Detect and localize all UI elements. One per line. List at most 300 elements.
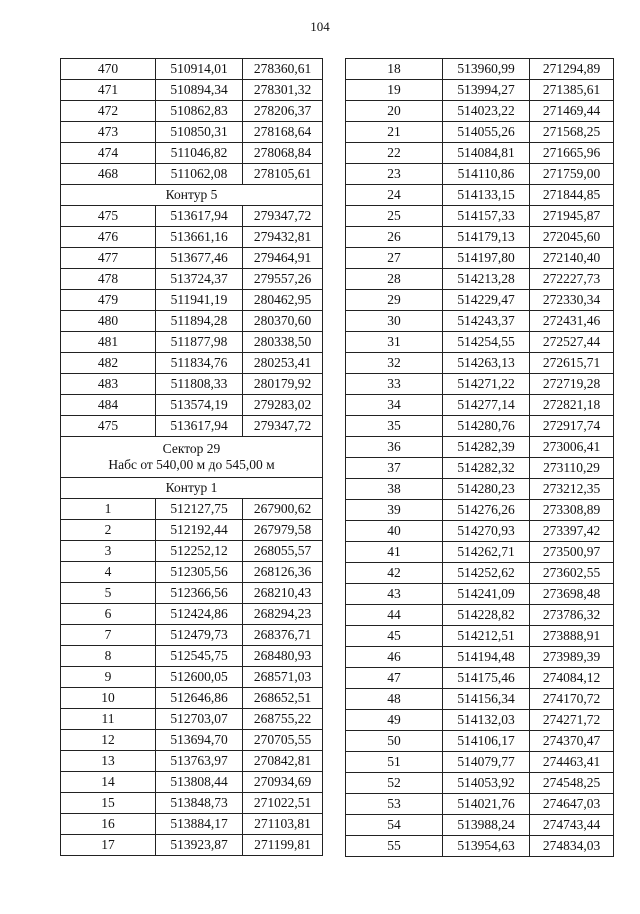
sector-title: Сектор 29 [162, 441, 221, 456]
x-coordinate-cell: 512646,86 [156, 688, 243, 709]
x-coordinate-cell: 513677,46 [156, 248, 243, 269]
x-coordinate-cell: 514023,22 [443, 101, 530, 122]
table-row [61, 688, 323, 709]
table-row [346, 836, 614, 857]
left-table-body [61, 59, 323, 856]
table-row [61, 353, 323, 374]
point-number-cell: 1 [61, 499, 156, 520]
x-coordinate-cell: 514280,23 [443, 479, 530, 500]
x-coordinate-cell: 513988,24 [443, 815, 530, 836]
table-row [346, 395, 614, 416]
y-coordinate-cell: 272431,46 [530, 311, 614, 332]
point-number-cell: 27 [346, 248, 443, 269]
x-coordinate-cell: 511808,33 [156, 374, 243, 395]
y-coordinate-cell: 280179,92 [243, 374, 323, 395]
table-row [61, 772, 323, 793]
point-number-cell: 4 [61, 562, 156, 583]
x-coordinate-cell: 512305,56 [156, 562, 243, 583]
point-number-cell: 32 [346, 353, 443, 374]
table-row [346, 773, 614, 794]
point-number-cell: 8 [61, 646, 156, 667]
y-coordinate-cell: 274548,25 [530, 773, 614, 794]
table-row [346, 563, 614, 584]
point-number-cell: 50 [346, 731, 443, 752]
table-row [61, 248, 323, 269]
y-coordinate-cell: 274647,03 [530, 794, 614, 815]
x-coordinate-cell: 512600,05 [156, 667, 243, 688]
x-coordinate-cell: 514270,93 [443, 521, 530, 542]
x-coordinate-cell: 513884,17 [156, 814, 243, 835]
y-coordinate-cell: 271844,85 [530, 185, 614, 206]
table-row [346, 185, 614, 206]
x-coordinate-cell: 514254,55 [443, 332, 530, 353]
y-coordinate-cell: 280253,41 [243, 353, 323, 374]
y-coordinate-cell: 279432,81 [243, 227, 323, 248]
point-number-cell: 30 [346, 311, 443, 332]
table-row [61, 709, 323, 730]
x-coordinate-cell: 512545,75 [156, 646, 243, 667]
y-coordinate-cell: 273786,32 [530, 605, 614, 626]
table-row [346, 332, 614, 353]
point-number-cell: 54 [346, 815, 443, 836]
table-row [61, 562, 323, 583]
table-row [346, 164, 614, 185]
y-coordinate-cell: 280338,50 [243, 332, 323, 353]
table-row [61, 541, 323, 562]
point-number-cell: 26 [346, 227, 443, 248]
point-number-cell: 20 [346, 101, 443, 122]
y-coordinate-cell: 272227,73 [530, 269, 614, 290]
table-row [61, 311, 323, 332]
x-coordinate-cell: 513694,70 [156, 730, 243, 751]
y-coordinate-cell: 280370,60 [243, 311, 323, 332]
page-number: 104 [310, 19, 330, 34]
x-coordinate-cell: 514276,26 [443, 500, 530, 521]
point-number-cell: 475 [61, 206, 156, 227]
point-number-cell: 477 [61, 248, 156, 269]
y-coordinate-cell: 268376,71 [243, 625, 323, 646]
point-number-cell: 16 [61, 814, 156, 835]
y-coordinate-cell: 273500,97 [530, 542, 614, 563]
x-coordinate-cell: 511894,28 [156, 311, 243, 332]
y-coordinate-cell: 274834,03 [530, 836, 614, 857]
table-row [346, 542, 614, 563]
x-coordinate-cell: 510862,83 [156, 101, 243, 122]
y-coordinate-cell: 273602,55 [530, 563, 614, 584]
point-number-cell: 44 [346, 605, 443, 626]
y-coordinate-cell: 273698,48 [530, 584, 614, 605]
y-coordinate-cell: 279464,91 [243, 248, 323, 269]
table-row [346, 290, 614, 311]
x-coordinate-cell: 514262,71 [443, 542, 530, 563]
point-number-cell: 474 [61, 143, 156, 164]
point-number-cell: 9 [61, 667, 156, 688]
table-row [346, 59, 614, 80]
point-number-cell: 11 [61, 709, 156, 730]
point-number-cell: 480 [61, 311, 156, 332]
table-row [346, 584, 614, 605]
point-number-cell: 55 [346, 836, 443, 857]
x-coordinate-cell: 514280,76 [443, 416, 530, 437]
table-row [346, 626, 614, 647]
x-coordinate-cell: 514277,14 [443, 395, 530, 416]
point-number-cell: 51 [346, 752, 443, 773]
table-row [61, 814, 323, 835]
table-row [346, 437, 614, 458]
y-coordinate-cell: 278068,84 [243, 143, 323, 164]
x-coordinate-cell: 514282,39 [443, 437, 530, 458]
x-coordinate-cell: 514179,13 [443, 227, 530, 248]
contour-header-row [61, 185, 323, 206]
y-coordinate-cell: 273110,29 [530, 458, 614, 479]
point-number-cell: 28 [346, 269, 443, 290]
table-row [61, 374, 323, 395]
table-row [346, 668, 614, 689]
point-number-cell: 14 [61, 772, 156, 793]
table-row [346, 374, 614, 395]
x-coordinate-cell: 514084,81 [443, 143, 530, 164]
x-coordinate-cell: 513617,94 [156, 416, 243, 437]
point-number-cell: 48 [346, 689, 443, 710]
y-coordinate-cell: 272917,74 [530, 416, 614, 437]
point-number-cell: 33 [346, 374, 443, 395]
point-number-cell: 41 [346, 542, 443, 563]
table-row [346, 458, 614, 479]
y-coordinate-cell: 273006,41 [530, 437, 614, 458]
right-table-body [346, 59, 614, 857]
y-coordinate-cell: 274463,41 [530, 752, 614, 773]
point-number-cell: 482 [61, 353, 156, 374]
x-coordinate-cell: 514055,26 [443, 122, 530, 143]
table-row [346, 101, 614, 122]
contour-title: Контур 5 [61, 185, 323, 206]
x-coordinate-cell: 511046,82 [156, 143, 243, 164]
table-row [346, 731, 614, 752]
y-coordinate-cell: 271759,00 [530, 164, 614, 185]
x-coordinate-cell: 512424,86 [156, 604, 243, 625]
point-number-cell: 39 [346, 500, 443, 521]
y-coordinate-cell: 278301,32 [243, 80, 323, 101]
y-coordinate-cell: 278105,61 [243, 164, 323, 185]
y-coordinate-cell: 271022,51 [243, 793, 323, 814]
x-coordinate-cell: 514213,28 [443, 269, 530, 290]
y-coordinate-cell: 273308,89 [530, 500, 614, 521]
x-coordinate-cell: 514133,15 [443, 185, 530, 206]
y-coordinate-cell: 268755,22 [243, 709, 323, 730]
table-row [346, 122, 614, 143]
x-coordinate-cell: 514021,76 [443, 794, 530, 815]
table-row [346, 647, 614, 668]
y-coordinate-cell: 271568,25 [530, 122, 614, 143]
y-coordinate-cell: 270705,55 [243, 730, 323, 751]
point-number-cell: 37 [346, 458, 443, 479]
y-coordinate-cell: 271665,96 [530, 143, 614, 164]
x-coordinate-cell: 513661,16 [156, 227, 243, 248]
table-row [346, 269, 614, 290]
point-number-cell: 23 [346, 164, 443, 185]
point-number-cell: 17 [61, 835, 156, 856]
y-coordinate-cell: 272045,60 [530, 227, 614, 248]
point-number-cell: 45 [346, 626, 443, 647]
y-coordinate-cell: 274170,72 [530, 689, 614, 710]
table-row [346, 752, 614, 773]
x-coordinate-cell: 514241,09 [443, 584, 530, 605]
y-coordinate-cell: 268126,36 [243, 562, 323, 583]
point-number-cell: 15 [61, 793, 156, 814]
y-coordinate-cell: 273397,42 [530, 521, 614, 542]
table-row [61, 290, 323, 311]
y-coordinate-cell: 267979,58 [243, 520, 323, 541]
y-coordinate-cell: 278360,61 [243, 59, 323, 80]
table-row [346, 710, 614, 731]
x-coordinate-cell: 514157,33 [443, 206, 530, 227]
y-coordinate-cell: 271103,81 [243, 814, 323, 835]
table-row [61, 122, 323, 143]
table-row [61, 416, 323, 437]
point-number-cell: 52 [346, 773, 443, 794]
point-number-cell: 10 [61, 688, 156, 709]
y-coordinate-cell: 272615,71 [530, 353, 614, 374]
table-row [346, 416, 614, 437]
y-coordinate-cell: 278168,64 [243, 122, 323, 143]
table-row [346, 794, 614, 815]
x-coordinate-cell: 510914,01 [156, 59, 243, 80]
table-row [61, 625, 323, 646]
point-number-cell: 42 [346, 563, 443, 584]
point-number-cell: 475 [61, 416, 156, 437]
sector-title-cell [61, 437, 323, 478]
y-coordinate-cell: 272527,44 [530, 332, 614, 353]
x-coordinate-cell: 514132,03 [443, 710, 530, 731]
point-number-cell: 31 [346, 332, 443, 353]
point-number-cell: 483 [61, 374, 156, 395]
x-coordinate-cell: 512479,73 [156, 625, 243, 646]
y-coordinate-cell: 272719,28 [530, 374, 614, 395]
coordinates-table-right [345, 58, 614, 857]
point-number-cell: 40 [346, 521, 443, 542]
y-coordinate-cell: 280462,95 [243, 290, 323, 311]
y-coordinate-cell: 279283,02 [243, 395, 323, 416]
point-number-cell: 479 [61, 290, 156, 311]
table-row [346, 206, 614, 227]
table-row [61, 101, 323, 122]
x-coordinate-cell: 511941,19 [156, 290, 243, 311]
y-coordinate-cell: 274743,44 [530, 815, 614, 836]
x-coordinate-cell: 514252,62 [443, 563, 530, 584]
point-number-cell: 468 [61, 164, 156, 185]
table-row [61, 269, 323, 290]
x-coordinate-cell: 514228,82 [443, 605, 530, 626]
table-row [346, 479, 614, 500]
table-row [61, 793, 323, 814]
point-number-cell: 3 [61, 541, 156, 562]
point-number-cell: 470 [61, 59, 156, 80]
table-row [346, 521, 614, 542]
table-row [346, 815, 614, 836]
y-coordinate-cell: 279347,72 [243, 206, 323, 227]
table-row [346, 311, 614, 332]
table-row [61, 520, 323, 541]
x-coordinate-cell: 511877,98 [156, 332, 243, 353]
point-number-cell: 471 [61, 80, 156, 101]
x-coordinate-cell: 512192,44 [156, 520, 243, 541]
y-coordinate-cell: 267900,62 [243, 499, 323, 520]
point-number-cell: 6 [61, 604, 156, 625]
point-number-cell: 49 [346, 710, 443, 731]
y-coordinate-cell: 272330,34 [530, 290, 614, 311]
point-number-cell: 13 [61, 751, 156, 772]
coordinates-table-left [60, 58, 323, 856]
point-number-cell: 24 [346, 185, 443, 206]
point-number-cell: 5 [61, 583, 156, 604]
table-row [346, 689, 614, 710]
x-coordinate-cell: 511834,76 [156, 353, 243, 374]
x-coordinate-cell: 514197,80 [443, 248, 530, 269]
table-row [61, 395, 323, 416]
x-coordinate-cell: 514229,47 [443, 290, 530, 311]
x-coordinate-cell: 513574,19 [156, 395, 243, 416]
table-row [61, 730, 323, 751]
x-coordinate-cell: 514194,48 [443, 647, 530, 668]
point-number-cell: 2 [61, 520, 156, 541]
y-coordinate-cell: 271294,89 [530, 59, 614, 80]
x-coordinate-cell: 513763,97 [156, 751, 243, 772]
table-row [61, 332, 323, 353]
y-coordinate-cell: 271385,61 [530, 80, 614, 101]
y-coordinate-cell: 272140,40 [530, 248, 614, 269]
y-coordinate-cell: 279557,26 [243, 269, 323, 290]
x-coordinate-cell: 512127,75 [156, 499, 243, 520]
table-row [61, 751, 323, 772]
x-coordinate-cell: 513848,73 [156, 793, 243, 814]
point-number-cell: 484 [61, 395, 156, 416]
y-coordinate-cell: 271469,44 [530, 101, 614, 122]
x-coordinate-cell: 511062,08 [156, 164, 243, 185]
x-coordinate-cell: 514110,86 [443, 164, 530, 185]
table-row [346, 605, 614, 626]
x-coordinate-cell: 514156,34 [443, 689, 530, 710]
table-row [61, 667, 323, 688]
table-row [346, 143, 614, 164]
y-coordinate-cell: 270842,81 [243, 751, 323, 772]
point-number-cell: 7 [61, 625, 156, 646]
point-number-cell: 36 [346, 437, 443, 458]
point-number-cell: 481 [61, 332, 156, 353]
point-number-cell: 476 [61, 227, 156, 248]
point-number-cell: 34 [346, 395, 443, 416]
point-number-cell: 22 [346, 143, 443, 164]
table-row [346, 500, 614, 521]
table-row [346, 353, 614, 374]
point-number-cell: 43 [346, 584, 443, 605]
table-row [61, 835, 323, 856]
x-coordinate-cell: 514282,32 [443, 458, 530, 479]
x-coordinate-cell: 513617,94 [156, 206, 243, 227]
point-number-cell: 53 [346, 794, 443, 815]
x-coordinate-cell: 512252,12 [156, 541, 243, 562]
point-number-cell: 472 [61, 101, 156, 122]
x-coordinate-cell: 514106,17 [443, 731, 530, 752]
x-coordinate-cell: 513808,44 [156, 772, 243, 793]
y-coordinate-cell: 268480,93 [243, 646, 323, 667]
y-coordinate-cell: 268652,51 [243, 688, 323, 709]
x-coordinate-cell: 514079,77 [443, 752, 530, 773]
x-coordinate-cell: 513994,27 [443, 80, 530, 101]
y-coordinate-cell: 279347,72 [243, 416, 323, 437]
y-coordinate-cell: 274084,12 [530, 668, 614, 689]
x-coordinate-cell: 510850,31 [156, 122, 243, 143]
point-number-cell: 29 [346, 290, 443, 311]
table-row [61, 164, 323, 185]
x-coordinate-cell: 514212,51 [443, 626, 530, 647]
y-coordinate-cell: 268055,57 [243, 541, 323, 562]
y-coordinate-cell: 271199,81 [243, 835, 323, 856]
point-number-cell: 35 [346, 416, 443, 437]
x-coordinate-cell: 514271,22 [443, 374, 530, 395]
y-coordinate-cell: 270934,69 [243, 772, 323, 793]
y-coordinate-cell: 268210,43 [243, 583, 323, 604]
x-coordinate-cell: 514243,37 [443, 311, 530, 332]
sector-header-row [61, 437, 323, 478]
point-number-cell: 473 [61, 122, 156, 143]
table-row [346, 227, 614, 248]
table-row [61, 646, 323, 667]
table-row [346, 248, 614, 269]
x-coordinate-cell: 514263,13 [443, 353, 530, 374]
y-coordinate-cell: 272821,18 [530, 395, 614, 416]
x-coordinate-cell: 510894,34 [156, 80, 243, 101]
y-coordinate-cell: 278206,37 [243, 101, 323, 122]
point-number-cell: 19 [346, 80, 443, 101]
point-number-cell: 46 [346, 647, 443, 668]
y-coordinate-cell: 273888,91 [530, 626, 614, 647]
point-number-cell: 478 [61, 269, 156, 290]
table-row [61, 499, 323, 520]
x-coordinate-cell: 513923,87 [156, 835, 243, 856]
x-coordinate-cell: 513724,37 [156, 269, 243, 290]
x-coordinate-cell: 512366,56 [156, 583, 243, 604]
x-coordinate-cell: 513960,99 [443, 59, 530, 80]
table-row [61, 604, 323, 625]
point-number-cell: 12 [61, 730, 156, 751]
contour-header-row [61, 478, 323, 499]
x-coordinate-cell: 512703,07 [156, 709, 243, 730]
table-row [61, 143, 323, 164]
table-row [61, 583, 323, 604]
point-number-cell: 47 [346, 668, 443, 689]
y-coordinate-cell: 268571,03 [243, 667, 323, 688]
x-coordinate-cell: 514053,92 [443, 773, 530, 794]
table-row [346, 80, 614, 101]
point-number-cell: 18 [346, 59, 443, 80]
y-coordinate-cell: 273212,35 [530, 479, 614, 500]
y-coordinate-cell: 274370,47 [530, 731, 614, 752]
x-coordinate-cell: 513954,63 [443, 836, 530, 857]
y-coordinate-cell: 268294,23 [243, 604, 323, 625]
table-row [61, 206, 323, 227]
contour-title: Контур 1 [61, 478, 323, 499]
point-number-cell: 21 [346, 122, 443, 143]
y-coordinate-cell: 271945,87 [530, 206, 614, 227]
point-number-cell: 38 [346, 479, 443, 500]
y-coordinate-cell: 274271,72 [530, 710, 614, 731]
sector-height-range: Набс от 540,00 м до 545,00 м [108, 457, 275, 472]
table-row [61, 227, 323, 248]
table-row [61, 59, 323, 80]
point-number-cell: 25 [346, 206, 443, 227]
x-coordinate-cell: 514175,46 [443, 668, 530, 689]
y-coordinate-cell: 273989,39 [530, 647, 614, 668]
